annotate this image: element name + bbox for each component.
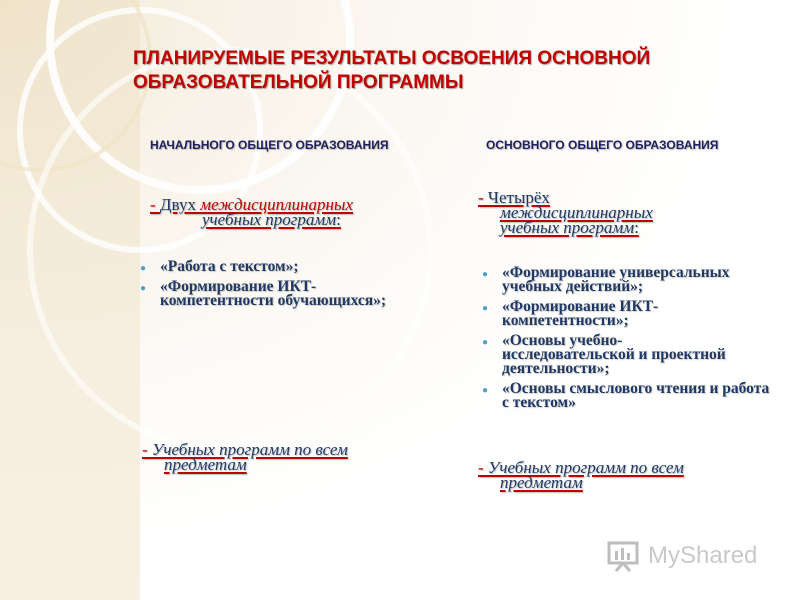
right-sub1-line3: учебных программ	[500, 218, 635, 237]
left-sub1-dash: -	[150, 195, 160, 214]
list-item-text: «Формирование ИКТ-компетентности»;	[502, 298, 659, 329]
slide-title	[133, 47, 733, 95]
list-item	[478, 382, 778, 410]
right-sub1-line2: междисциплинарных	[500, 203, 653, 222]
right-subheading-interdisciplinary	[478, 190, 653, 235]
bullet-icon: ●	[482, 337, 489, 348]
list-item-text: «Основы смыслового чтения и работа с текстом»	[502, 380, 770, 411]
right-sub2-dash: -	[478, 458, 488, 477]
right-subheading-subjects	[478, 460, 684, 490]
left-sub2-line2: предметам	[164, 455, 247, 474]
bullet-icon: ●	[140, 283, 147, 294]
list-item	[478, 300, 778, 328]
list-item-text: «Формирование ИКТ-компетентности обучающихся»;	[160, 278, 387, 309]
list-item	[136, 280, 426, 308]
right-sub1-dash: -	[478, 188, 488, 207]
list-item-text: «Основы учебно-исследовательской и проектной деятельности»;	[502, 332, 726, 377]
right-sub2-line1: Учебных программ по всем	[487, 458, 684, 477]
left-sub1-rest: междисциплинарных	[195, 195, 353, 214]
list-item-text: «Работа с текстом»;	[160, 258, 299, 275]
title-line-1: ПЛАНИРУЕМЫЕ РЕЗУЛЬТАТЫ ОСВОЕНИЯ ОСНОВНОЙ	[133, 48, 651, 69]
left-sub2-dash: -	[142, 440, 152, 459]
bullet-icon: ●	[140, 263, 147, 274]
left-sub1-colon: :	[336, 210, 341, 229]
bullet-icon: ●	[482, 385, 489, 396]
right-sub1-colon: :	[634, 218, 639, 237]
list-item	[478, 266, 778, 294]
myshared-logo	[606, 536, 757, 576]
title-line-2: ОБРАЗОВАТЕЛЬНОЙ ПРОГРАММЫ	[133, 72, 464, 93]
list-item-text: «Формирование универсальных учебных действий»;	[502, 264, 730, 295]
list-item	[136, 260, 426, 274]
logo-text: MyShared	[648, 542, 758, 569]
bullet-icon: ●	[482, 303, 489, 314]
left-subheading-interdisciplinary	[150, 197, 353, 227]
left-sub2-line1: Учебных программ по всем	[151, 440, 348, 459]
left-subheading-subjects	[142, 442, 348, 472]
presentation-board-icon	[606, 539, 640, 573]
right-column-heading: ОСНОВНОГО ОБЩЕГО ОБРАЗОВАНИЯ	[486, 138, 719, 152]
left-column-heading: НАЧАЛЬНОГО ОБЩЕГО ОБРАЗОВАНИЯ	[150, 138, 389, 152]
bullet-icon: ●	[482, 269, 489, 280]
right-sub2-line2: предметам	[500, 473, 583, 492]
left-sub1-line2: учебных программ	[202, 210, 337, 229]
list-item	[478, 334, 778, 376]
right-program-list	[478, 266, 778, 416]
left-sub1-word: Двух	[159, 195, 196, 214]
right-sub1-word: Четырёх	[487, 188, 550, 207]
left-program-list	[136, 260, 426, 314]
